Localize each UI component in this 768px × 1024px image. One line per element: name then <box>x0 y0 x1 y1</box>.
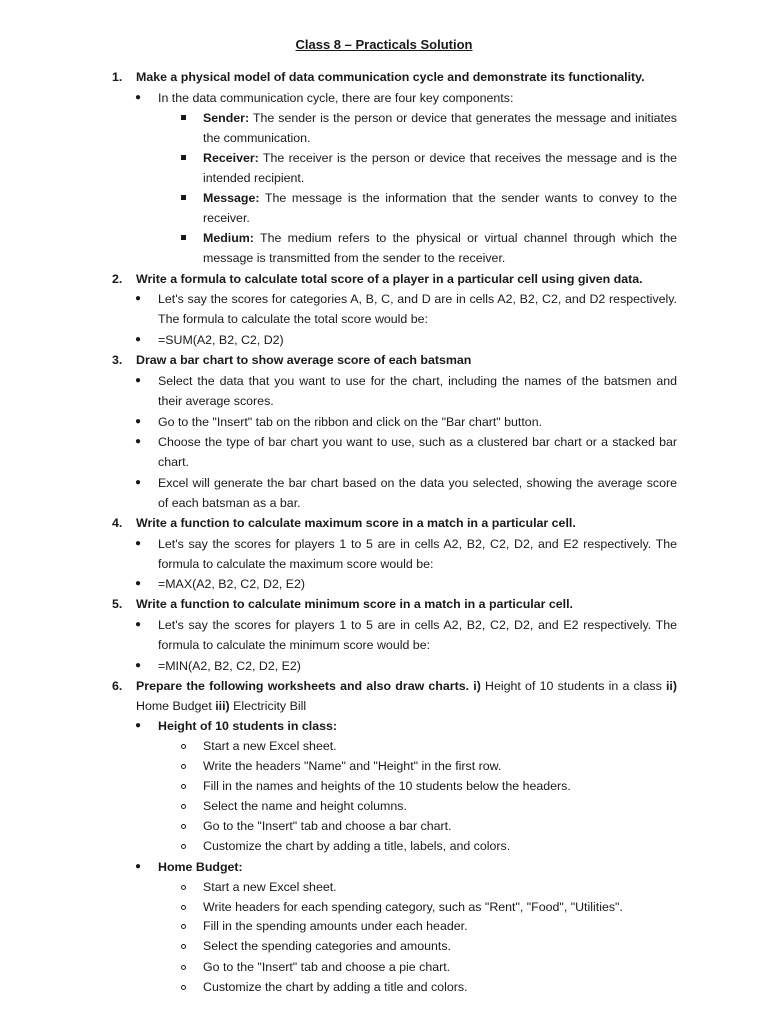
q1-heading: Make a physical model of data communication cycle and demonstrate its functionality. <box>136 70 645 84</box>
circle-bullet-icon <box>181 784 186 789</box>
q6-height-step: Go to the "Insert" tab and choose a bar chart. <box>203 819 452 833</box>
q1-item-sender-cont: the communication. <box>203 131 311 145</box>
q2-number: 2. <box>112 272 123 286</box>
q6-height-step: Start a new Excel sheet. <box>203 739 337 753</box>
q6-height-label: Height of 10 students in class: <box>158 719 338 733</box>
q6-budget-step: Start a new Excel sheet. <box>203 880 337 894</box>
q1-item-medium: Medium: The medium refers to the physical or virtual channel through which the <box>203 231 677 245</box>
square-bullet-icon <box>181 195 186 200</box>
bullet-icon: ● <box>135 436 142 447</box>
q4-bullet1: Let's say the scores for players 1 to 5 are in cells A2, B2, C2, D2, and E2 respectively. The <box>158 537 677 551</box>
circle-bullet-icon <box>181 804 186 809</box>
circle-bullet-icon <box>181 905 186 910</box>
bullet-icon: ● <box>135 293 142 304</box>
bullet-icon: ● <box>135 720 142 731</box>
q3-bullet1: Select the data that you want to use for the chart, including the names of the batsmen and <box>158 374 677 388</box>
q3-bullet1-cont: their average scores. <box>158 394 274 408</box>
bullet-icon: ● <box>135 416 142 427</box>
q2-formula: =SUM(A2, B2, C2, D2) <box>158 333 284 347</box>
q4-bullet1-cont: formula to calculate the maximum score would be: <box>158 557 434 571</box>
circle-bullet-icon <box>181 844 186 849</box>
q6-budget-step: Fill in the spending amounts under each header. <box>203 919 468 933</box>
q6-height-step: Select the name and height columns. <box>203 799 407 813</box>
bullet-icon: ● <box>135 334 142 345</box>
q3-bullet4: Excel will generate the bar chart based on the data you selected, showing the average score <box>158 476 677 490</box>
q3-heading: Draw a bar chart to show average score of each batsman <box>136 353 472 367</box>
square-bullet-icon <box>181 235 186 240</box>
circle-bullet-icon <box>181 744 186 749</box>
q5-number: 5. <box>112 597 123 611</box>
q6-heading-cont: Home Budget iii) Electricity Bill <box>136 699 307 713</box>
q1-item-message: Message: The message is the information that the sender wants to convey to the <box>203 191 677 205</box>
circle-bullet-icon <box>181 824 186 829</box>
q5-formula: =MIN(A2, B2, C2, D2, E2) <box>158 659 301 673</box>
q6-height-step: Fill in the names and heights of the 10 students below the headers. <box>203 779 571 793</box>
q6-budget-step: Customize the chart by adding a title and colors. <box>203 980 468 994</box>
bullet-icon: ● <box>135 578 142 589</box>
bullet-icon: ● <box>135 375 142 386</box>
q4-heading: Write a function to calculate maximum score in a match in a particular cell. <box>136 516 576 530</box>
q3-bullet4-cont: of each batsman as a bar. <box>158 496 301 510</box>
q5-heading: Write a function to calculate minimum score in a match in a particular cell. <box>136 597 573 611</box>
circle-bullet-icon <box>181 965 186 970</box>
bullet-icon: ● <box>135 477 142 488</box>
q1-item-receiver: Receiver: The receiver is the person or device that receives the message and is the <box>203 151 677 165</box>
circle-bullet-icon <box>181 944 186 949</box>
circle-bullet-icon <box>181 985 186 990</box>
q4-number: 4. <box>112 516 123 530</box>
q6-height-step: Customize the chart by adding a title, labels, and colors. <box>203 839 511 853</box>
q4-formula: =MAX(A2, B2, C2, D2, E2) <box>158 577 306 591</box>
bullet-icon: ● <box>135 92 142 103</box>
q2-heading: Write a formula to calculate total score of a player in a particular cell using given data. <box>136 272 643 286</box>
bullet-icon: ● <box>135 660 142 671</box>
q6-budget-step: Go to the "Insert" tab and choose a pie chart. <box>203 960 451 974</box>
q1-number: 1. <box>112 70 123 84</box>
square-bullet-icon <box>181 155 186 160</box>
q6-height-step: Write the headers "Name" and "Height" in the first row. <box>203 759 502 773</box>
square-bullet-icon <box>181 115 186 120</box>
q2-bullet1: Let's say the scores for categories A, B, C, and D are in cells A2, B2, C2, and D2 respectively. <box>158 292 677 306</box>
q1-intro: In the data communication cycle, there are four key components: <box>158 91 514 105</box>
q3-bullet2: Go to the "Insert" tab on the ribbon and click on the "Bar chart" button. <box>158 415 543 429</box>
q5-bullet1-cont: formula to calculate the minimum score would be: <box>158 638 431 652</box>
bullet-icon: ● <box>135 619 142 630</box>
q3-number: 3. <box>112 353 123 367</box>
q1-item-message-cont: receiver. <box>203 211 250 225</box>
circle-bullet-icon <box>181 885 186 890</box>
circle-bullet-icon <box>181 924 186 929</box>
q3-bullet3-cont: chart. <box>158 455 189 469</box>
q1-item-medium-cont: message is transmitted from the sender to the receiver. <box>203 251 506 265</box>
q6-budget-step: Select the spending categories and amounts. <box>203 939 451 953</box>
q6-number: 6. <box>112 679 123 693</box>
q1-item-receiver-cont: intended recipient. <box>203 171 305 185</box>
page-title: Class 8 – Practicals Solution <box>295 37 473 52</box>
q5-bullet1: Let's say the scores for players 1 to 5 are in cells A2, B2, C2, D2, and E2 respectively. The <box>158 618 677 632</box>
q6-heading: Prepare the following worksheets and also draw charts. i) Height of 10 students in a class ii) <box>136 679 677 693</box>
bullet-icon: ● <box>135 861 142 872</box>
q3-bullet3: Choose the type of bar chart you want to use, such as a clustered bar chart or a stacked bar <box>158 435 677 449</box>
q6-budget-label: Home Budget: <box>158 860 243 874</box>
q6-budget-step: Write headers for each spending category, such as "Rent", "Food", "Utilities". <box>203 900 623 914</box>
circle-bullet-icon <box>181 764 186 769</box>
q1-item-sender: Sender: The sender is the person or device that generates the message and initiates <box>203 111 677 125</box>
q2-bullet1-cont: The formula to calculate the total score would be: <box>158 312 428 326</box>
bullet-icon: ● <box>135 538 142 549</box>
